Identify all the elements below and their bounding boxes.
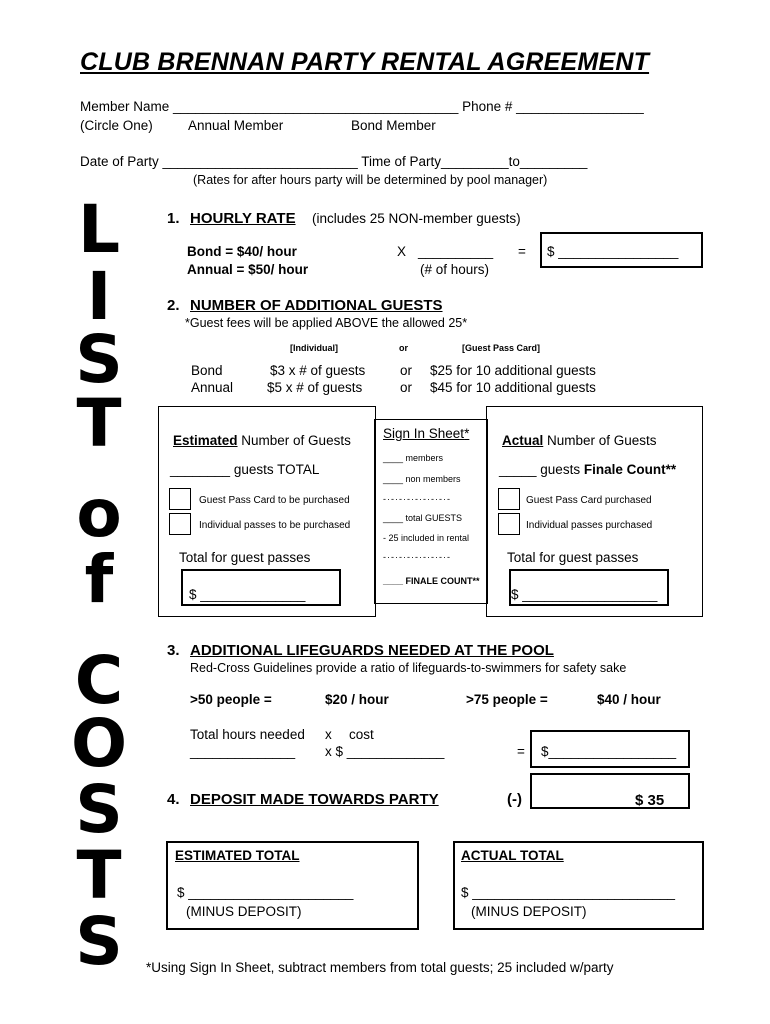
over-50-rate: $20 / hour	[325, 692, 389, 707]
hourly-total-field[interactable]: $ ________________	[547, 244, 679, 259]
individual-purchased-option: Individual passes purchased	[526, 520, 653, 531]
estimated-guests-panel	[158, 406, 376, 617]
estimated-amount-field[interactable]: $ ______________	[189, 587, 306, 602]
individual-passes-checkbox[interactable]	[169, 513, 191, 535]
banner-letter: L	[77, 191, 121, 268]
date-time-line: Date of Party __________________________ Time of Party_________to_________	[80, 154, 588, 169]
page-title: CLUB BRENNAN PARTY RENTAL AGREEMENT	[80, 48, 650, 76]
total-guests-line: ____ total GUESTS	[383, 513, 463, 523]
sign-in-heading: Sign In Sheet*	[383, 426, 470, 441]
lifeguard-total-box	[530, 730, 690, 768]
bond-member-option: Bond Member	[351, 118, 436, 133]
actual-total-box	[453, 841, 704, 930]
over-75-rate: $40 / hour	[597, 692, 661, 707]
banner-letter: S	[75, 903, 123, 980]
cost-field[interactable]: x $ _____________	[325, 744, 445, 759]
individual-purchased-checkbox[interactable]	[498, 513, 520, 535]
over-75-label: >75 people =	[466, 692, 548, 707]
individual-passes-option: Individual passes to be purchased	[199, 520, 351, 531]
actual-total-heading: ACTUAL TOTAL	[461, 848, 564, 863]
bond-pass-rate: $25 for 10 additional guests	[430, 363, 596, 378]
annual-pass-rate: $45 for 10 additional guests	[430, 380, 596, 395]
actual-minus-deposit: (MINUS DEPOSIT)	[471, 904, 587, 919]
actual-amount-field[interactable]: $ __________________	[511, 587, 658, 602]
guest-pass-card-checkbox[interactable]	[169, 488, 191, 510]
section-3-heading: ADDITIONAL LIFEGUARDS NEEDED AT THE POOL	[190, 642, 554, 659]
section-1-number: 1.	[167, 210, 180, 227]
estimated-guests-total[interactable]: ________ guests TOTAL	[170, 462, 320, 477]
estimated-total-heading: ESTIMATED TOTAL	[175, 848, 300, 863]
banner-letter: f	[84, 541, 114, 618]
banner-letter: C	[74, 642, 124, 719]
finale-count-line: ____ FINALE COUNT**	[383, 576, 480, 586]
guest-fee-note: *Guest fees will be applied ABOVE the allowed 25*	[185, 316, 468, 330]
lifeguard-equals: =	[517, 744, 525, 759]
cost-label: cost	[349, 727, 374, 742]
equals-sign: =	[518, 244, 526, 259]
annual-member-option: Annual Member	[188, 118, 284, 133]
rates-note: (Rates for after hours party will be determined by pool manager)	[193, 173, 548, 187]
multiply-sign: X	[397, 244, 407, 259]
times-label: x	[325, 727, 332, 742]
guest-pass-card-option: Guest Pass Card to be purchased	[199, 495, 350, 506]
banner-letter: o	[76, 475, 122, 552]
circle-one-label: (Circle One)	[80, 118, 153, 133]
members-line: ____ members	[383, 453, 444, 463]
included-line: - 25 included in rental	[383, 533, 470, 543]
banner-letter: I	[86, 258, 112, 335]
bond-label: Bond	[191, 363, 223, 378]
annual-hourly-rate: Annual = $50/ hour	[187, 262, 309, 277]
annual-individual-rate: $5 x # of guests	[267, 380, 363, 395]
estimated-amount-box	[181, 569, 341, 606]
col-guest-pass: [Guest Pass Card]	[462, 343, 541, 353]
col-or: or	[399, 343, 408, 353]
hourly-total-box	[540, 232, 703, 268]
annual-or: or	[400, 380, 413, 395]
guest-pass-purchased-checkbox[interactable]	[498, 488, 520, 510]
lifeguard-note: Red-Cross Guidelines provide a ratio of lifeguards-to-swimmers for safety sake	[190, 661, 627, 675]
footnote: *Using Sign In Sheet, subtract members from total guests; 25 included w/party	[146, 960, 614, 975]
hours-caption: (# of hours)	[420, 262, 490, 277]
non-members-line: ____ non members	[383, 474, 461, 484]
lifeguard-total-field[interactable]: $_________________	[541, 744, 677, 759]
banner-letter: T	[76, 385, 122, 462]
bond-hourly-rate: Bond = $40/ hour	[187, 244, 297, 259]
banner-letter: O	[70, 705, 128, 782]
estimated-total-label: Total for guest passes	[179, 550, 311, 565]
deposit-box	[530, 773, 690, 809]
hours-needed-field[interactable]: ______________	[190, 744, 296, 759]
divider-1: -·-·-·-·-·-·-·-·-	[383, 494, 451, 504]
section-2-number: 2.	[167, 297, 180, 314]
estimated-minus-deposit: (MINUS DEPOSIT)	[186, 904, 302, 919]
deposit-minus: (-)	[507, 791, 522, 808]
over-50-label: >50 people =	[190, 692, 272, 707]
actual-guests-panel	[486, 406, 703, 617]
section-1-heading: HOURLY RATE	[190, 210, 296, 227]
banner-letter: S	[75, 771, 123, 848]
banner-letter: T	[76, 837, 122, 914]
actual-guests-total[interactable]: _____ guests Finale Count**	[499, 462, 677, 477]
actual-heading: Actual Number of Guests	[502, 433, 657, 448]
col-individual: [Individual]	[290, 343, 338, 353]
estimated-heading: Estimated Number of Guests	[173, 433, 351, 448]
section-4-number: 4.	[167, 791, 180, 808]
hours-blank: __________	[418, 244, 494, 259]
guest-pass-purchased-option: Guest Pass Card purchased	[526, 495, 652, 506]
annual-label: Annual	[191, 380, 234, 395]
section-2-heading: NUMBER OF ADDITIONAL GUESTS	[190, 297, 443, 314]
banner-letter: S	[75, 321, 123, 398]
deposit-amount: $ 35	[635, 792, 665, 809]
actual-total-label: Total for guest passes	[507, 550, 639, 565]
actual-amount-box	[509, 569, 669, 606]
bond-individual-rate: $3 x # of guests	[270, 363, 366, 378]
section-4-heading: DEPOSIT MADE TOWARDS PARTY	[190, 791, 439, 808]
divider-2: -·-·-·-·-·-·-·-·-	[383, 552, 451, 562]
estimated-total-box	[166, 841, 419, 930]
section-1-note: (includes 25 NON-member guests)	[312, 211, 521, 226]
estimated-total-field[interactable]: $ ______________________	[177, 885, 354, 900]
bond-or: or	[400, 363, 413, 378]
member-name-line: Member Name ______________________________________ Phone # _________________	[80, 99, 644, 114]
sign-in-sheet-panel	[374, 419, 488, 604]
hours-needed-label: Total hours needed	[190, 727, 305, 742]
actual-total-field[interactable]: $ ___________________________	[461, 885, 675, 900]
section-3-number: 3.	[167, 642, 180, 659]
